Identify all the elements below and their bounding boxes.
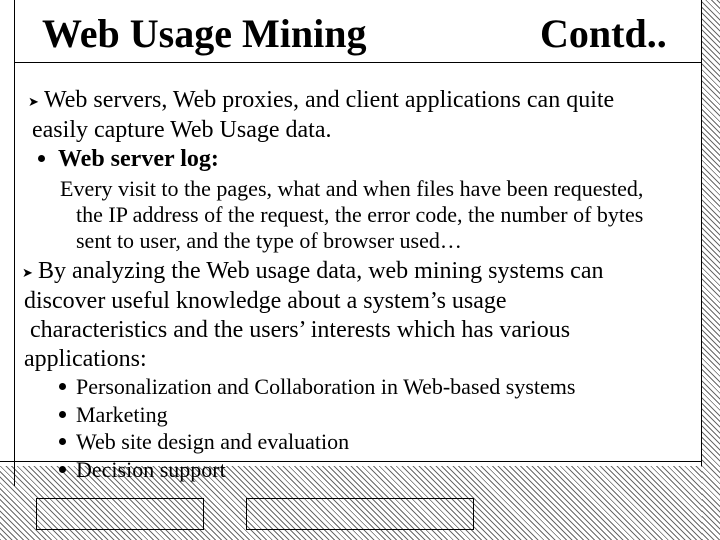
arrow-bullet-icon: ➤ (28, 94, 39, 109)
sub-heading-web-server-log: Web server log: (58, 146, 219, 172)
bullet1-line1: Web servers, Web proxies, and client applications can quite (44, 87, 615, 113)
arrow-bullet-icon: ➤ (22, 265, 33, 280)
right-decorative-stripe (702, 0, 720, 540)
round-bullet-icon (38, 155, 45, 162)
round-bullet-icon (59, 411, 66, 418)
bullet2-line3: characteristics and the users’ interests which has various (30, 317, 571, 343)
web-server-log-detail-line1: Every visit to the pages, what and when files have been requested, (60, 176, 644, 201)
web-server-log-detail-line3: sent to user, and the type of browser used… (76, 228, 462, 253)
slide-title-bar (0, 0, 720, 70)
footer-box-left (36, 498, 204, 530)
application-item: Web site design and evaluation (76, 429, 350, 454)
slide-title: Web Usage Mining (42, 11, 367, 56)
application-item: Decision support (76, 457, 226, 482)
bullet1-line2: easily capture Web Usage data. (32, 117, 332, 143)
application-item: Marketing (76, 402, 168, 427)
bullet2-line4: applications: (24, 346, 147, 372)
bullet2-line1: By analyzing the Web usage data, web mining systems can (38, 258, 604, 284)
application-item: Personalization and Collaboration in Web-based systems (76, 374, 576, 399)
round-bullet-icon (59, 383, 66, 390)
web-server-log-detail-line2: the IP address of the request, the error code, the number of bytes (76, 202, 644, 227)
round-bullet-icon (59, 466, 66, 473)
round-bullet-icon (59, 438, 66, 445)
bullet2-line2: discover useful knowledge about a system’s usage (24, 288, 507, 314)
content-left-border (14, 72, 15, 486)
slide-title-contd: Contd.. (540, 11, 667, 56)
footer-box-center (246, 498, 474, 530)
